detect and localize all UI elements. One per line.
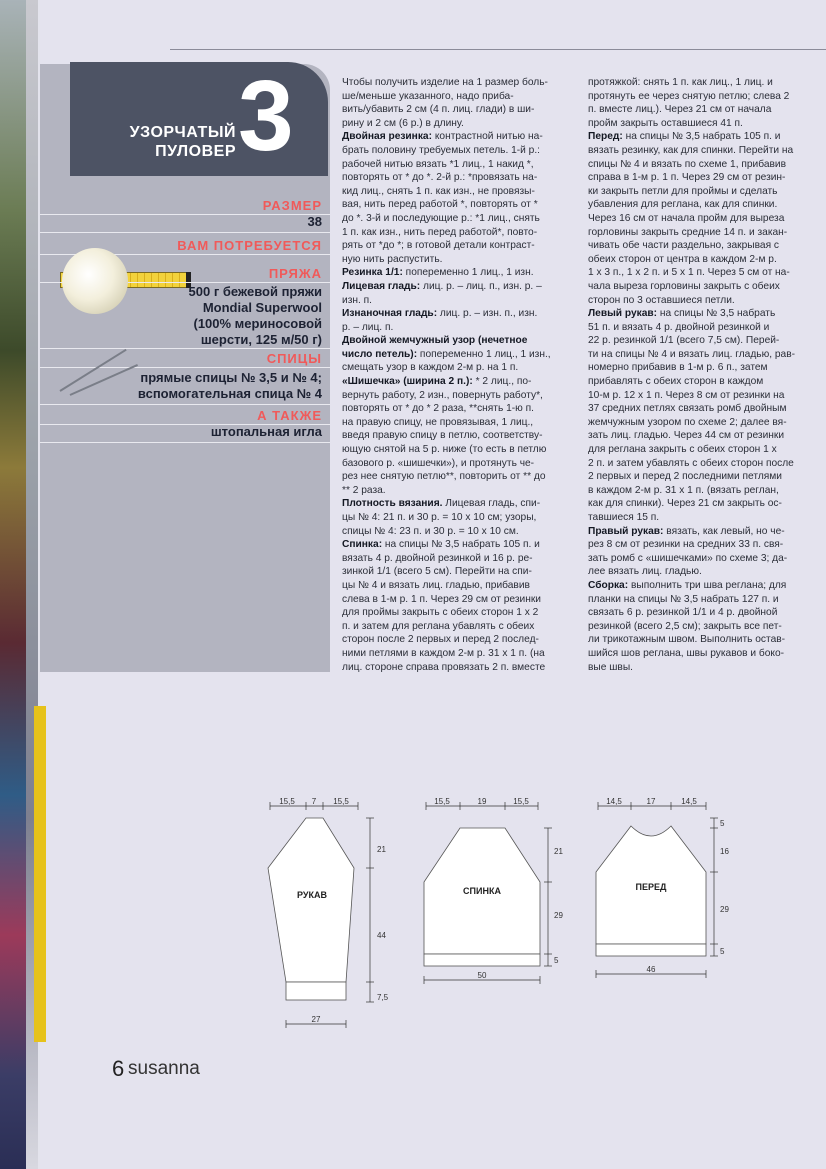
text-line xyxy=(342,443,584,457)
line-text: связать 6 р. резинкой 1/1 и 4 р. двойной xyxy=(588,607,778,619)
line-text: ки закрыть петли для проймы и сделать xyxy=(588,185,778,197)
line-text: выполнить три шва реглана; для xyxy=(628,579,787,591)
back-right-3: 5 xyxy=(554,956,559,965)
divider xyxy=(40,404,330,405)
bold-heading: Двойная резинка: xyxy=(342,131,432,143)
line-text: * 2 лиц., по- xyxy=(472,376,532,388)
text-line xyxy=(588,375,824,389)
line-text: 1 п. как изн., нить перед работой*, повто- xyxy=(342,226,538,238)
back-label: СПИНКА xyxy=(463,886,501,896)
back-top-mid: 19 xyxy=(477,797,487,806)
sleeve-top-left: 15,5 xyxy=(279,797,295,806)
line-text: чивать обе части раздельно, закрывая с xyxy=(588,240,780,252)
text-line xyxy=(588,348,824,362)
line-text: до *. 3-й и последующие р.: *1 лиц., снять xyxy=(342,212,540,224)
text-line xyxy=(342,321,584,335)
text-line xyxy=(588,280,824,294)
text-line xyxy=(342,593,584,607)
line-text: спицы № 4: 23 п. и 30 р. = 10 х 10 см. xyxy=(342,525,519,537)
back-schematic xyxy=(412,796,572,996)
line-text: лее вязать лиц. гладью. xyxy=(588,566,702,578)
line-text: пройм закрыть оставшиеся 41 п. xyxy=(588,117,743,129)
line-text: в каждом 2-м р. 31 х 1 п. (вязать реглан, xyxy=(588,484,779,496)
divider xyxy=(40,214,330,215)
text-line xyxy=(588,198,824,212)
bold-heading: Левый рукав: xyxy=(588,308,658,320)
text-line xyxy=(588,117,824,131)
text-line xyxy=(342,565,584,579)
size-value: 38 xyxy=(307,214,322,229)
accent-bar xyxy=(34,706,46,1042)
text-line xyxy=(342,76,584,90)
text-line xyxy=(588,443,824,457)
text-line xyxy=(588,497,824,511)
line-text: 51 п. и вязать 4 р. двойной резинкой и xyxy=(588,321,770,333)
line-text: повторять от * до *. 2-й р.: *провязать на- xyxy=(342,172,538,184)
text-line xyxy=(342,266,584,280)
text-line xyxy=(588,457,824,471)
front-schematic xyxy=(588,796,748,986)
text-line xyxy=(588,661,824,675)
line-text: сторон по 3 оставшиеся петли. xyxy=(588,294,735,306)
line-text: на правую спицу, не провязывая, 1 лиц., xyxy=(342,416,534,428)
front-label: ПЕРЕД xyxy=(635,882,667,892)
text-line xyxy=(342,185,584,199)
sleeve-right-2: 44 xyxy=(377,931,386,940)
bold-heading: Резинка 1/1: xyxy=(342,267,403,279)
line-text: Лицевая гладь, спи- xyxy=(442,498,541,510)
line-text: 2 первых и перед 2 последними петлями xyxy=(588,471,782,483)
text-line xyxy=(588,416,824,430)
line-text: попеременно 1 лиц., 1 изн. xyxy=(402,267,534,279)
line-text: чала выреза горловины закрыть с обеих xyxy=(588,280,780,292)
text-line xyxy=(342,158,584,172)
page-number: 6 xyxy=(112,1056,125,1081)
line-text: рину и 2 см (6 р.) в длину. xyxy=(342,117,464,129)
text-line xyxy=(588,429,824,443)
magazine-brand: susanna xyxy=(128,1058,200,1079)
bold-heading: Сборка: xyxy=(588,579,629,591)
text-line xyxy=(342,457,584,471)
line-text: ющую снятой на 5 р. ниже (то есть в петлю xyxy=(342,444,547,456)
line-text: 1 х 3 п., 1 х 2 п. и 5 х 1 п. Через 5 см от на- xyxy=(588,267,790,279)
text-line xyxy=(588,103,824,117)
line-text: жемчужным узором по схеме 2; далее вя- xyxy=(588,416,787,428)
text-line xyxy=(342,661,584,675)
text-line xyxy=(342,511,584,525)
top-ticks xyxy=(40,0,180,66)
line-text: попеременно 1 лиц., 1 изн., xyxy=(417,348,551,360)
text-line xyxy=(342,253,584,267)
front-right-2: 16 xyxy=(720,847,729,856)
line-text: введя правую спицу в петлю, соответству- xyxy=(342,430,543,442)
line-text: на спицы № 3,5 набрать 105 п. и xyxy=(622,131,781,143)
line-text: 37 средних петлях связать ромб двойным xyxy=(588,403,787,415)
line-text: п. вместе лиц.). Через 21 см от начала xyxy=(588,104,772,116)
yarn-value-1: 500 г бежевой пряжи xyxy=(188,284,322,299)
line-text: вить/убавить 2 см (4 п. лиц. глади) в ши- xyxy=(342,104,535,116)
text-line xyxy=(588,389,824,403)
line-text: повторять от * до * 2 раза, **снять 1-ю п. xyxy=(342,403,534,415)
line-text: ше/меньше указанного, надо приба- xyxy=(342,90,514,102)
bold-heading: Спинка: xyxy=(342,539,383,551)
text-line xyxy=(342,402,584,416)
line-text: ную нить распустить. xyxy=(342,253,443,265)
text-line xyxy=(342,171,584,185)
text-line xyxy=(588,226,824,240)
back-top-right: 15,5 xyxy=(513,797,529,806)
bold-heading: Плотность вязания. xyxy=(342,498,443,510)
line-text: зинкой 1/1 (всего 5 см). Перейти на спи- xyxy=(342,566,532,578)
divider xyxy=(40,367,330,368)
divider xyxy=(40,348,330,349)
line-text: рез нее снятую петлю**, повторить от ** до xyxy=(342,471,546,483)
sleeve-schematic xyxy=(250,796,400,1036)
line-text: обеих сторон от центра в каждом 2-м р. xyxy=(588,253,777,265)
line-text: протянуть ее через снятую петлю; слева 2 xyxy=(588,90,790,102)
line-text: вязать 4 р. двойной резинкой и 16 р. ре- xyxy=(342,552,533,564)
line-text: номерно прибавив в 1-м р. 6 п., затем xyxy=(588,362,768,374)
top-rule xyxy=(170,49,826,50)
yarn-value-2: Mondial Superwool xyxy=(202,300,322,315)
text-line xyxy=(342,103,584,117)
need-label: ВАМ ПОТРЕБУЕТСЯ xyxy=(177,238,322,253)
text-line xyxy=(588,620,824,634)
bold-heading: Двойной жемчужный узор (нечетное xyxy=(342,335,528,347)
sleeve-top-mid: 7 xyxy=(311,797,317,806)
front-top-mid: 17 xyxy=(646,797,656,806)
line-text: вернуть работу, 2 изн., повернуть работу*, xyxy=(342,389,543,401)
title-line-2: ПУЛОВЕР xyxy=(155,143,236,160)
text-line xyxy=(342,497,584,511)
line-text: протяжкой: снять 1 п. как лиц., 1 лиц. и xyxy=(588,77,773,88)
divider xyxy=(40,442,330,443)
front-right-4: 5 xyxy=(720,947,725,956)
text-line xyxy=(588,90,824,104)
text-line xyxy=(588,130,824,144)
line-text: изн. п. xyxy=(342,294,372,306)
text-line xyxy=(588,76,824,90)
line-text: убавления для реглана, как для спинки. xyxy=(588,199,778,211)
text-line xyxy=(342,579,584,593)
text-line xyxy=(588,525,824,539)
text-line xyxy=(588,185,824,199)
line-text: кид лиц., снять 1 п. как изн., не провязы- xyxy=(342,185,535,197)
yarn-label: ПРЯЖА xyxy=(268,266,322,281)
text-column-1 xyxy=(342,76,584,674)
line-text: вязать, как левый, но че- xyxy=(663,525,785,537)
front-right-1: 5 xyxy=(720,819,725,828)
yarn-value-4: шерсти, 125 м/50 г) xyxy=(200,332,322,347)
line-text: лиц. р. – лиц. п., изн. р. – xyxy=(420,280,542,292)
text-line xyxy=(588,552,824,566)
text-line xyxy=(342,484,584,498)
text-line xyxy=(342,130,584,144)
text-line xyxy=(342,334,584,348)
needles-value-1: прямые спицы № 3,5 и № 4; xyxy=(140,370,322,385)
line-text: Чтобы получить изделие на 1 размер боль- xyxy=(342,77,548,88)
text-line xyxy=(342,212,584,226)
line-text: контрастной нитью на- xyxy=(432,131,543,143)
bold-heading: Перед: xyxy=(588,131,623,143)
photo-strip xyxy=(0,0,26,1169)
sleeve-top-right: 15,5 xyxy=(333,797,349,806)
line-text: базового р. «шишечки»), и протянуть че- xyxy=(342,457,535,469)
line-text: для реглана закрыть с обеих сторон 1 х xyxy=(588,444,777,456)
sleeve-right-3: 7,5 xyxy=(377,993,389,1002)
line-text: цы № 4: 21 п. и 30 р. = 10 х 10 см; узоры, xyxy=(342,512,537,523)
text-line xyxy=(588,253,824,267)
needles-label: СПИЦЫ xyxy=(266,351,322,366)
text-line xyxy=(342,647,584,661)
text-line xyxy=(342,633,584,647)
line-text: 2 п. и затем убавлять с обеих сторон после xyxy=(588,457,794,469)
text-line xyxy=(588,158,824,172)
text-line xyxy=(588,307,824,321)
text-line xyxy=(342,470,584,484)
also-label: А ТАКЖЕ xyxy=(257,408,322,423)
text-line xyxy=(342,525,584,539)
line-text: вязать резинку, как для спинки. Перейти на xyxy=(588,144,794,156)
text-line xyxy=(588,470,824,484)
text-line xyxy=(588,144,824,158)
text-line xyxy=(342,606,584,620)
line-text: тавшиеся 15 п. xyxy=(588,512,660,523)
line-text: на спицы № 3,5 набрать 105 п. и xyxy=(382,539,540,551)
front-bottom: 46 xyxy=(646,965,656,974)
line-text: ними петлями в каждом 2-м р. 31 х 1 п. (на xyxy=(342,647,545,659)
text-line xyxy=(588,511,824,525)
line-text: рабочей нитью вязать *1 лиц., 1 накид *, xyxy=(342,158,534,170)
text-line xyxy=(342,429,584,443)
line-text: ** 2 раза. xyxy=(342,484,386,496)
back-right-2: 29 xyxy=(554,911,563,920)
line-text: ли трикотажным швом. Выполнить остав- xyxy=(588,634,786,646)
text-line xyxy=(588,321,824,335)
needle-icon xyxy=(70,364,138,396)
line-text: вая, нить перед работой *, повторять от * xyxy=(342,199,538,211)
text-line xyxy=(588,484,824,498)
line-text: брать половину требуемых петель. 1-й р.: xyxy=(342,144,541,156)
line-text: р. – лиц. п. xyxy=(342,321,394,333)
text-line xyxy=(342,239,584,253)
text-line xyxy=(342,389,584,403)
text-line xyxy=(342,375,584,389)
also-value: штопальная игла xyxy=(210,424,322,439)
sleeve-label: РУКАВ xyxy=(297,890,327,900)
line-text: 22 р. резинкой 1/1 (всего 7,5 см). Перей- xyxy=(588,335,780,347)
title-line-1: УЗОРЧАТЫЙ xyxy=(129,124,236,141)
needles-value-2: вспомогательная спица № 4 xyxy=(137,386,322,401)
text-line xyxy=(588,361,824,375)
sleeve-bottom: 27 xyxy=(311,1015,321,1024)
text-line xyxy=(342,294,584,308)
bold-heading: число петель): xyxy=(342,348,418,360)
line-text: ти на спицы № 4 и вязать лиц. гладью, рав- xyxy=(588,348,796,360)
line-text: рез 8 см от резинки на средних 33 п. свя- xyxy=(588,539,784,551)
line-text: цы № 4 и вязать лиц. гладью, прибавив xyxy=(342,579,530,591)
text-line xyxy=(342,552,584,566)
text-line xyxy=(342,117,584,131)
text-line xyxy=(588,565,824,579)
yarn-value-3: (100% мериносовой xyxy=(193,316,322,331)
line-text: сторон после 2 первых и перед 2 послед- xyxy=(342,634,539,646)
back-top-left: 15,5 xyxy=(434,797,450,806)
line-text: планки на спицы № 3,5 набрать 127 п. и xyxy=(588,593,779,605)
text-line xyxy=(342,620,584,634)
line-text: лиц. стороне справа провязать 2 п. вместе xyxy=(342,661,546,673)
line-text: рять от *до *; в готовой детали контраст- xyxy=(342,240,535,252)
text-line xyxy=(342,348,584,362)
text-line xyxy=(588,538,824,552)
line-text: Через 16 см от начала пройм для выреза xyxy=(588,212,785,224)
back-right-1: 21 xyxy=(554,847,563,856)
text-line xyxy=(588,294,824,308)
pattern-number: 3 xyxy=(238,60,294,172)
text-line xyxy=(342,538,584,552)
text-line xyxy=(588,239,824,253)
line-text: п. и затем для реглана убавлять с обеих xyxy=(342,620,535,632)
text-line xyxy=(588,212,824,226)
line-text: как для спинки). Через 21 см закрыть ос- xyxy=(588,498,782,510)
sleeve-right-1: 21 xyxy=(377,845,386,854)
text-line xyxy=(342,226,584,240)
bold-heading: «Шишечка» (ширина 2 п.): xyxy=(342,376,473,388)
text-line xyxy=(342,280,584,294)
line-text: на спицы № 3,5 набрать xyxy=(657,308,776,320)
text-line xyxy=(588,593,824,607)
line-text: слева в 1-м р. 1 п. Через 29 см от резинки xyxy=(342,593,541,605)
text-line xyxy=(342,361,584,375)
text-line xyxy=(342,416,584,430)
text-line xyxy=(588,171,824,185)
divider xyxy=(40,232,330,233)
text-line xyxy=(342,144,584,158)
front-top-right: 14,5 xyxy=(681,797,697,806)
line-text: зать лиц. гладью. Через 44 см от резинки xyxy=(588,430,785,442)
size-label: РАЗМЕР xyxy=(262,198,322,213)
front-right-3: 29 xyxy=(720,905,729,914)
line-text: вые швы. xyxy=(588,661,633,673)
text-line xyxy=(342,198,584,212)
text-line xyxy=(588,633,824,647)
bold-heading: Изнаночная гладь: xyxy=(342,308,438,320)
text-column-2 xyxy=(588,76,824,674)
line-text: смещать узор в каждом 2-м р. на 1 п. xyxy=(342,362,519,374)
line-text: шийся шов реглана, швы рукавов и боко- xyxy=(588,647,785,659)
yarn-ball-icon xyxy=(62,248,128,314)
text-line xyxy=(342,90,584,104)
front-top-left: 14,5 xyxy=(606,797,622,806)
bold-heading: Правый рукав: xyxy=(588,525,664,537)
text-line xyxy=(588,579,824,593)
line-text: прибавлять с обеих сторон в каждом xyxy=(588,376,764,388)
line-text: спицы № 4 и вязать по схеме 1, прибавив xyxy=(588,158,787,170)
bold-heading: Лицевая гладь: xyxy=(342,280,421,292)
line-text: для проймы закрыть с обеих сторон 1 х 2 xyxy=(342,607,539,619)
line-text: 10-м р. 12 х 1 п. Через 8 см от резинки на xyxy=(588,389,785,401)
text-line xyxy=(588,266,824,280)
back-bottom: 50 xyxy=(477,971,487,980)
text-line xyxy=(588,334,824,348)
line-text: горловины закрыть средние 14 п. и закан- xyxy=(588,226,788,238)
text-line xyxy=(588,606,824,620)
line-text: справа в 1-м р. 1 п. Через 29 см от резин- xyxy=(588,172,786,184)
line-text: лиц. р. – изн. п., изн. xyxy=(437,308,538,320)
text-line xyxy=(588,647,824,661)
text-line xyxy=(342,307,584,321)
line-text: зать ромб с «шишечками» по схеме 3; да- xyxy=(588,552,788,564)
text-line xyxy=(588,402,824,416)
line-text: резинкой (всего 2,5 см); закрыть все пет- xyxy=(588,620,782,632)
